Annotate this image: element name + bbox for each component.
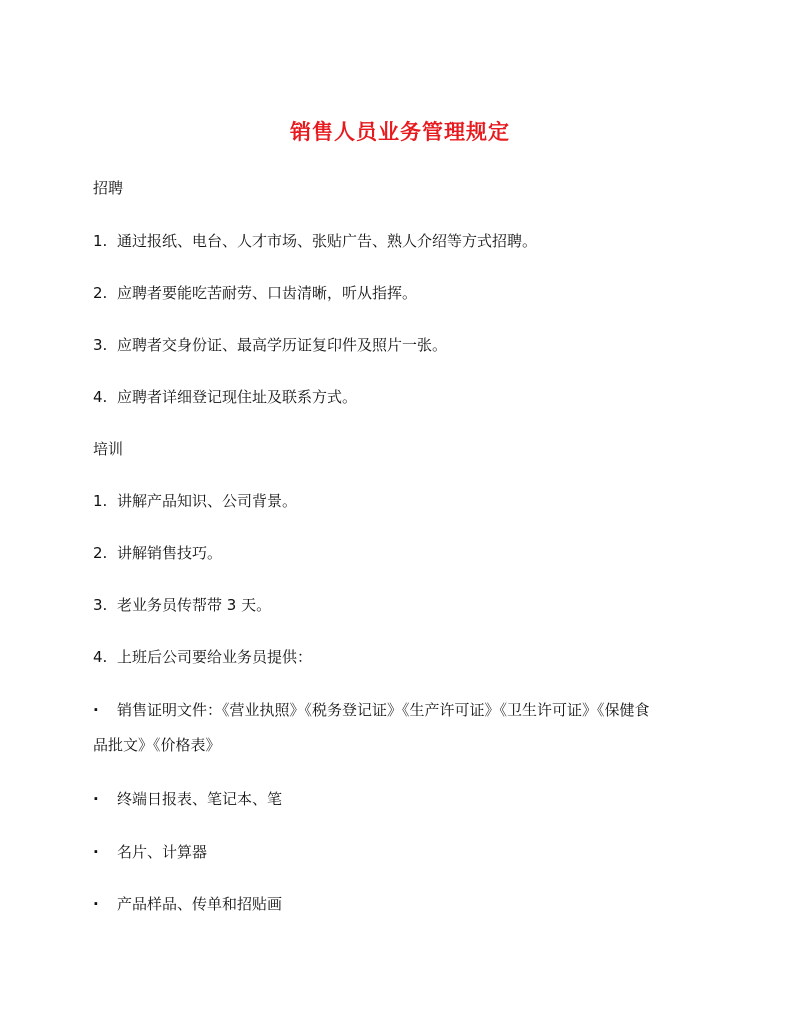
list-text: 应聘者交身份证、最高学历证复印件及照片一张。: [117, 336, 448, 354]
list-item: [93, 283, 733, 303]
list-number: 4.: [93, 648, 108, 666]
bullet-mark: ·: [93, 895, 99, 913]
list-text: 老业务员传帮带 3 天。: [117, 596, 272, 614]
bullet-mark: ·: [93, 843, 99, 861]
list-number: 1.: [93, 232, 108, 250]
list-text: 应聘者要能吃苦耐劳、口齿清晰，听从指挥。: [117, 284, 418, 302]
bullet-item: [93, 842, 733, 862]
list-text: 通过报纸、电台、人才市场、张贴广告、熟人介绍等方式招聘。: [117, 232, 538, 250]
bullet-text: 销售证明文件：《营业执照》《税务登记证》《生产许可证》《卫生许可证》《保健食: [117, 701, 650, 719]
list-item: [93, 595, 733, 615]
list-item: [93, 647, 733, 667]
list-item: [93, 543, 733, 563]
bullet-item-continuation: 品批文》《价格表》: [93, 736, 221, 754]
section-heading-training: 培训: [93, 440, 124, 458]
list-number: 4.: [93, 388, 108, 406]
list-number: 2.: [93, 284, 108, 302]
list-number: 3.: [93, 596, 108, 614]
bullet-item: [93, 789, 733, 809]
list-text: 讲解销售技巧。: [117, 544, 223, 562]
bullet-text: 终端日报表、笔记本、笔: [117, 790, 283, 808]
list-text: 应聘者详细登记现住址及联系方式。: [117, 388, 358, 406]
bullet-item: [93, 700, 733, 720]
section-heading-recruitment: 招聘: [93, 179, 124, 197]
list-item: [93, 231, 733, 251]
bullet-text: 产品样品、传单和招贴画: [117, 895, 283, 913]
list-number: 2.: [93, 544, 108, 562]
list-item: [93, 491, 733, 511]
list-number: 3.: [93, 336, 108, 354]
list-text: 上班后公司要给业务员提供：: [117, 648, 313, 666]
bullet-item: [93, 894, 733, 914]
document-title: 销售人员业务管理规定: [290, 120, 510, 144]
bullet-mark: ·: [93, 701, 99, 719]
list-number: 1.: [93, 492, 108, 510]
list-text: 讲解产品知识、公司背景。: [117, 492, 298, 510]
list-item: [93, 335, 733, 355]
bullet-text: 名片、计算器: [117, 843, 208, 861]
bullet-mark: ·: [93, 790, 99, 808]
list-item: [93, 387, 733, 407]
